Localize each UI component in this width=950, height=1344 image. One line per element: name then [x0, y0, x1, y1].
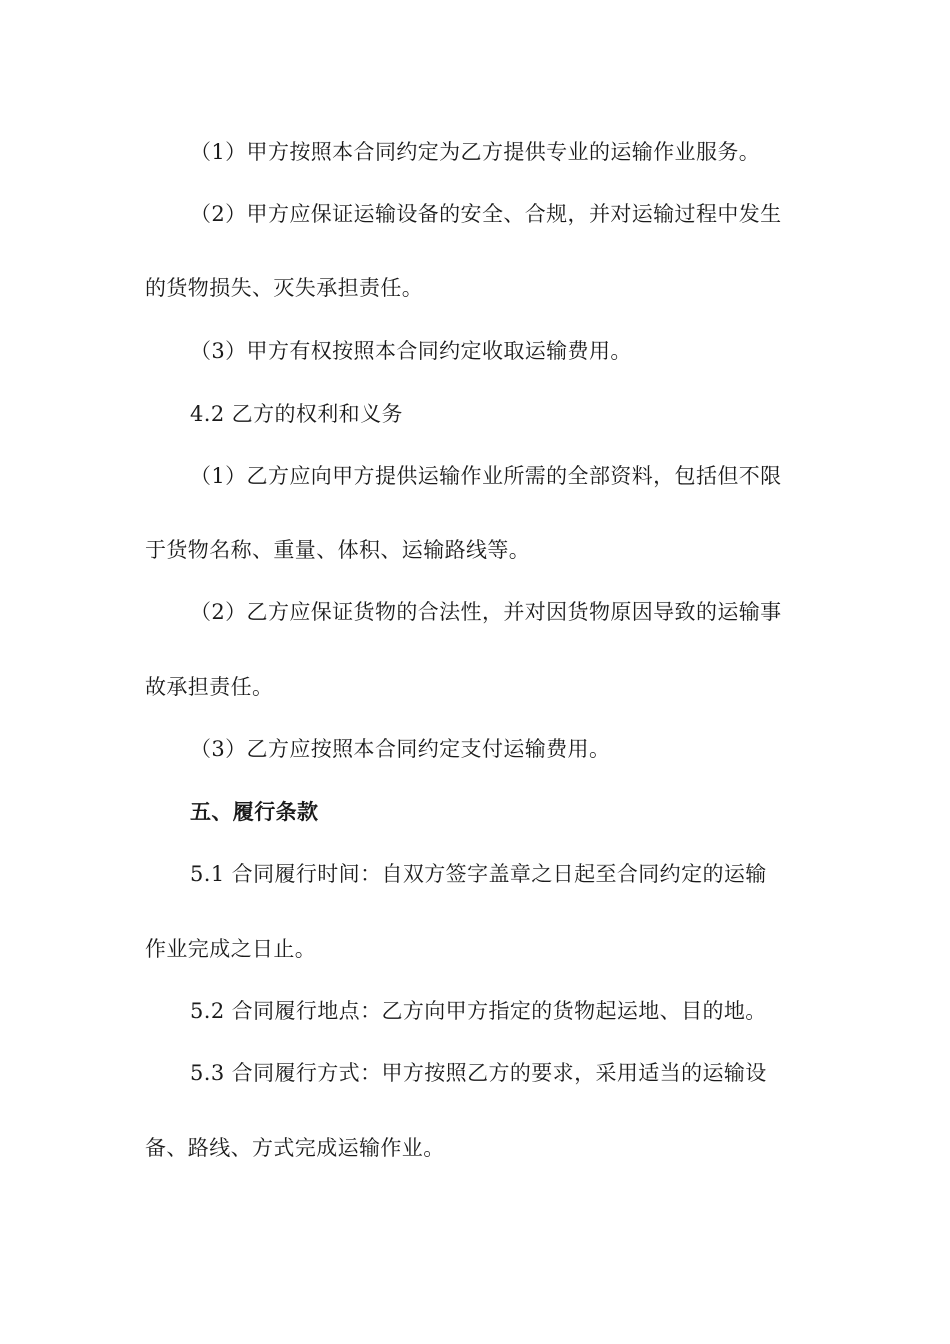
- paragraph-line: 5.2 合同履行地点：乙方向甲方指定的货物起运地、目的地。: [190, 999, 767, 1023]
- section-subheading: 4.2 乙方的权利和义务: [190, 402, 403, 426]
- paragraph-line: 备、路线、方式完成运输作业。: [145, 1136, 445, 1160]
- paragraph-line: 5.1 合同履行时间：自双方签字盖章之日起至合同约定的运输: [190, 862, 767, 886]
- paragraph-line: （2）乙方应保证货物的合法性，并对因货物原因导致的运输事: [190, 600, 782, 624]
- paragraph-line: 的货物损失、灭失承担责任。: [145, 276, 424, 300]
- paragraph-line: （3）乙方应按照本合同约定支付运输费用。: [190, 737, 611, 761]
- paragraph-line: 作业完成之日止。: [145, 937, 317, 961]
- paragraph-line: 5.3 合同履行方式：甲方按照乙方的要求，采用适当的运输设: [190, 1061, 767, 1085]
- paragraph-line: （2）甲方应保证运输设备的安全、合规，并对运输过程中发生: [190, 202, 782, 226]
- paragraph-line: （3）甲方有权按照本合同约定收取运输费用。: [190, 339, 632, 363]
- paragraph-line: 故承担责任。: [145, 675, 274, 699]
- section-heading: 五、履行条款: [190, 799, 319, 824]
- paragraph-line: （1）甲方按照本合同约定为乙方提供专业的运输作业服务。: [190, 140, 761, 164]
- paragraph-line: （1）乙方应向甲方提供运输作业所需的全部资料，包括但不限: [190, 464, 782, 488]
- paragraph-line: 于货物名称、重量、体积、运输路线等。: [145, 538, 531, 562]
